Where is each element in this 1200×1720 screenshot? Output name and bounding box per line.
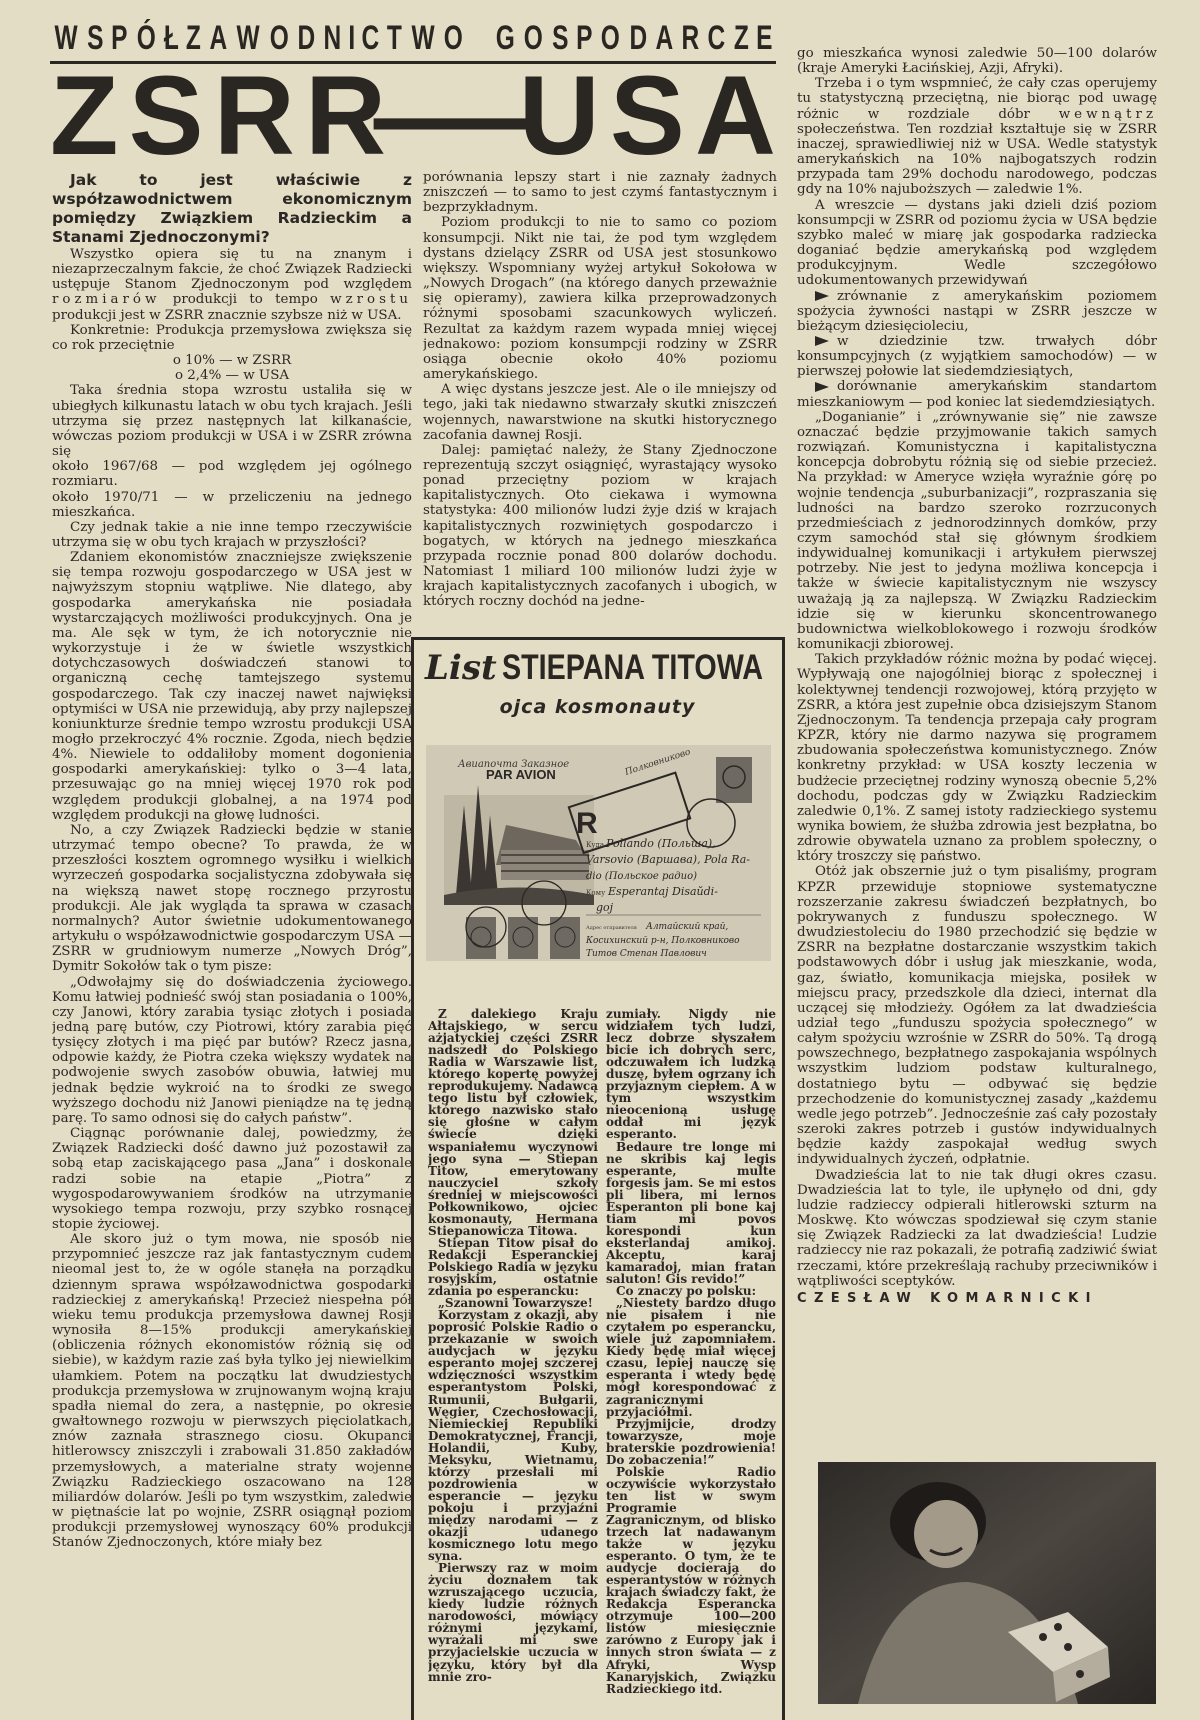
kicker-letter: W <box>236 18 260 57</box>
headline-letter: A <box>695 53 776 178</box>
letter-box-title <box>425 648 770 688</box>
address-line: Varsovio (Варшава), Pola Ra- <box>586 853 751 866</box>
kicker-letter: S <box>86 18 104 57</box>
paragraph: Ciągnąc porównanie dalej, powiedzmy, że Związek Radziecki dość dawno już pozostawił za sobą etap zaciskającego pasa „Jana” i doskonale radzi sobie na etapie „Piotra” z wygospodarowywaniem środków na utrzymanie wysokiego tempa rozwoju, przy szybko rosnącej stopie życiowej. <box>52 1126 412 1232</box>
kicker-letter: D <box>297 18 316 57</box>
paragraph: Ale skoro już o tym mowa, nie sposób nie przypomnieć jeszcze raz jak fantastycznym cudem nieomal jest to, że w ogóle stanęła na porządku dziennym sprawa współzawodnictwa gospodarki radzieckiej z amerykańską! Przecież niespełna pół wieku temu produkcja przemysłowa dawnej Rosji wynosiła 8—15% produkcji amerykańskiej (obliczenia różnych ekonomistów różnią się od siebie), w każdym razie zaś była tylko jej niewielkim ułamkiem. Potem na początku lat dwudziestych produkcja przemysłowa w zrujnowanym wojną kraju spadła niemal do zera, a następnie, po okresie gwałtownego rozwoju w pierwszych pięciolatkach, znów zaznała strasznego ciosu. Okupanci hitlerowscy zniszczyli i zrabowali 31.850 zakładów przemysłowych, a materialne straty wojenne Związku Radzieckiego oszacowano na 128 miliardów dolarów. Jeśli po tym wszystkim, zaledwie w piętnaście lat po wojnie, ZSRR osiągnął poziom produkcji przemysłowej wynoszący 60% produkcji Stanów Zjednoczonych, które miały bez <box>52 1232 412 1551</box>
par-avion-label: PAR AVION <box>486 767 556 782</box>
kicker-letter: A <box>209 18 227 57</box>
kicker-letter: Z <box>186 18 202 57</box>
headline-letter: R <box>305 53 386 178</box>
text: społeczeństwa. Ten rozdział kształtuje się w ZSRR inaczej, sprawiedliwiej niż w USA. Wedle statystyk amerykańskich na 10% najbogatszych rodzin przypada tam 29% dochodu narodowego, podczas gdy na 10% najuboższych — zaledwie 1%. <box>797 121 1157 198</box>
paragraph <box>797 76 1157 197</box>
paragraph: Polskie Radio oczywiście wykorzystało ten list w swym Programie Zagranicznym, od blisko trzech lat nadawanym także w języku esperanto. O tym, że te audycje docierają do esperantystów w różnych krajach świadczy fakt, że Redakcja Esperancka otrzymuje 100—200 listów miesięcznie zarówno z Europy jak i innych stron świata — z Afryki, Wysp Kanaryjskich, Związku Radzieckiego itd. <box>606 1464 776 1696</box>
triangle-bullet-icon <box>815 382 829 392</box>
paragraph: Poziom produkcji to nie to samo co poziom konsumpcji. Nikt nie tai, że pod tym względem dystans dzielący ZSRR od USA jest stosunkowo większy. Wspomniany wyżej artykuł Sokołowa w „Nowych Drogach” (na którego danych przeważnie się opieramy), zawiera kilka przeprowadzonych różnymi sposobami szacunkowych wyliczeń. Rezultat za każdym razem wypada mniej więcej jednakowo: poziom konsumpcji rodziny w ZSRR osiąga obecnie około 40% poziomu amerykańskiego. <box>423 215 777 383</box>
headline-letter: S <box>128 53 204 178</box>
kicker-letter: W <box>411 18 435 57</box>
paragraph: porównania lepszy start i nie zaznały żadnych zniszczeń — to samo to jest czymś fantastycznym i bezprzykładnym. <box>423 170 777 216</box>
headline-letter: U <box>518 53 600 178</box>
kicker-letter: R <box>681 18 700 57</box>
left-column <box>52 171 412 1696</box>
photo-woman-with-dice <box>818 1462 1156 1704</box>
label-whom: Кому <box>586 889 606 897</box>
paragraph: „Niestety bardzo długo nie pisałem i nie czytałem po esperancku, wiele już zapomniałem. Kiedy będę miał więcej czasu, lepiej nauczę się esperanta i wtedy będę mógł korespondować z zagranicznymi przyjaciółmi. <box>606 1296 776 1419</box>
paragraph: Otóż jak obszernie już o tym pisaliśmy, program KPZR przewiduje stopniowe systematyczne rozszerzanie zakresu świadczeń bezpłatnych, bo pokrywanych z funduszu społecznego. W dwudziestoleciu do 1980 przechodzić się będzie w ZSRR na bezpłatne dostarczanie wszystkim takich podstawowych dóbr i usług jak mieszkanie, woda, gaz, światło, komunikacja miejska, posiłek w miejscu pracy, przedszkole dla dzieci, internat dla uczącej się młodzieży. Ogółem za lat dwadzieścia udział tego „funduszu spożycia społecznego” w całym spożyciu wzrośnie w ZSRR do 50%. Tą drogą powszechnego, bezpłatnego zaspokajania wspólnych wszystkim ludziom podstaw kulturalnego, dostatniego bytu — odbywać się będzie przechodzenie do komunistycznej zasady „każdemu wedle jego potrzeb”. Jednocześnie zaś cały pozostały szeroki zakres potrzeb i gustów indywidualnych będzie każdy zaspokajał według swych indywidualnych życzeń, odpłatnie. <box>797 864 1157 1168</box>
headline-letter: R <box>213 53 295 178</box>
paragraph: A więc dystans jeszcze jest. Ale o ile mniejszy od tego, jaki tak niedawno stwarzały skutki zniszczeń wojennych, nawarstwione na skutki historycznego zacofania dawnej Rosji. <box>423 382 777 443</box>
kicker-letter: P <box>576 18 593 57</box>
kicker-letter: W <box>54 18 78 57</box>
paragraph: Z dalekiego Kraju Ałtajskiego, w sercu ażjatyckiej części ZSRR nadszedł do Polskiego Radia w Warszawie list, którego kopertę powyżej reprodukujemy. Nadawcą tego listu był człowiek, którego nazwisko stało się głośne w całym świecie dzięki wspaniałemu wyczynowi jego syna — Stiepan Titow, emerytowany nauczyciel szkoły średniej w miejscowości Połkownikowo, ojciec kosmonauty, Hermana Stiepanowicza Titowa. <box>428 1008 598 1238</box>
kicker-letter: Ł <box>163 18 179 57</box>
paragraph: Takich przykładów różnic można by podać więcej. Wypływają one najogólniej biorąc z społecznej i kolektywnej tendencji rozwojowej, którą przyjęto w ZSRR, a która jest zupełnie obca dzisiejszym Stanom Zjednoczonym. Ta tendencja przepaja cały program KPZR, który nie darmo nazywa się programem zbudowania społeczeństwa komunistycznego. Znów konkretny przykład: w USA koszty leczenia w budżecie przeciętnej rodziny wynoszą obecnie 5,2% dochodu, podczas gdy w Związku Radzieckim zaledwie 0,1%. Z samej istoty radzieckiego systemu wynika bowiem, że służba zdrowia jest bezpłatna, bo zdrowie obywatela uznano za problem społeczny, o który troszczy się państwo. <box>797 652 1157 865</box>
kicker-letter: Z <box>733 18 749 57</box>
kicker-letter: E <box>756 18 773 57</box>
address-line: Pollando (Польша), <box>606 837 716 850</box>
quote-paragraph: „Odwołajmy się do doświadczenia życiowego. Komu łatwiej podnieść swój stan posiadania o 100%, czy Janowi, który zarabia tysiąc złotych i posiada jedną parę butów, czy Piotrowi, który zarabia pięć tysięcy złotych i ma pięć par butów? Rzecz jasna, odpowie każdy, że Piotra czeka większy wydatek na podwojenie swych zasobów obuwia, łatwiej mu jednak będzie wykroić na to środki ze swego wyższego dochodu niż Janowi pieniądze na tę jedną parę. To samo odnosi się do całych państw”. <box>52 974 412 1126</box>
paragraph: Bedaure tre longe mi ne skribis kaj legis esperante, multe forgesis jam. Se mi estos pli libera, mi lernos Esperanton pli bone kaj tiam mi povos korespondi kun eksterlandaj amikoj. Akceptu, karaj kamaradoj, mian fratan saluton! Gis revido!” <box>606 1139 776 1287</box>
bullet-item <box>797 334 1157 379</box>
paragraph: Dwadzieścia lat to nie tak długi okres czasu. Dwadzieścia lat to tyle, ile upłynęło od dni, gdy ludzie radzieccy odpierali hitlerowski szturm na Moskwę. Kto wówczas spodziewał się czym stanie się Związek Radziecki za lat dwadzieścia! Ludzie radzieccy nie raz pokazali, że potrafią zadziwić świat rzeczami, które przekreślają rachuby przeciwników i wątpliwości sceptyków. <box>797 1167 1157 1289</box>
address-line: Esperantaj Disaŭdi- <box>608 885 718 898</box>
text: produkcji to tempo <box>160 292 331 308</box>
date-line: około 1967/68 — pod względem jej ogólnego rozmiaru. <box>52 459 412 490</box>
kicker-letter: O <box>601 18 621 57</box>
bullet-item <box>797 289 1157 334</box>
kicker-letter: A <box>655 18 674 57</box>
headline-letter: Z <box>50 53 119 178</box>
kicker-letter: N <box>323 18 342 57</box>
paragraph: Stiepan Titow pisał do Redakcji Esperanckiej Polskiego Radia w języku rosyjskim, ostatnie zdania po esperancku: <box>428 1235 598 1299</box>
envelope-image <box>426 745 771 961</box>
address-line: goj <box>596 901 614 914</box>
date-line: około 1970/71 — w przeliczeniu na jednego mieszkańca. <box>52 489 412 520</box>
kicker-letter: O <box>269 18 289 57</box>
bullet-text: zrównanie z amerykańskim poziomem spożycia żywności nastąpi w ZSRR jeszcze w bieżącym dziesięcioleciu, <box>797 288 1157 334</box>
kicker-letter: D <box>629 18 647 57</box>
handwritten-note: Полковниково <box>623 747 692 778</box>
handwritten-note: Авиапочта Заказное <box>458 759 570 770</box>
kicker-letter: P <box>111 18 128 57</box>
kicker-letter: I <box>347 18 355 57</box>
face <box>914 1500 978 1568</box>
paragraph: A wreszcie — dystans jaki dzieli dziś poziom konsumpcji w ZSRR od poziomu życia w USA będzie szybko maleć w miarę jak gospodarka radziecka doganiać będzie amerykańską pod względem produkcyjnym. Wedle szczegółowo udokumentowanych przewidywań <box>797 197 1157 289</box>
bullet-text: dorównanie amerykańskim standartom mieszkaniowym — pod koniec lat siedemdziesiątych. <box>797 379 1157 410</box>
paragraph: go mieszkańca wynosi zaledwie 50—100 dolarów (kraje Ameryki Łacińskiej, Azji, Afryki). <box>797 46 1157 77</box>
letter-column-1 <box>428 1008 598 1698</box>
kicker-letter: Ó <box>136 18 156 57</box>
spaced-text: wewnątrz <box>1058 106 1157 122</box>
label-sender: Адрес отправителя <box>586 925 637 931</box>
right-column <box>797 46 1157 1446</box>
headline <box>50 53 776 178</box>
paragraph: „Doganianie” i „zrównywanie się” nie zawsze oznaczać będzie przyjmowanie takich samych rozwiązań. Komunistyczna i kapitalistyczna koncepcja dobrobytu różnią się od siebie przecież. Na przykład: w Ameryce wzięła wyraźnie górę po wojnie tendencja „suburbanizacji”, rozpraszania się ludności na bardzo szeroko rozrzuconych przedmieściach z jednorodzinnych domków, przy czym samochód stał się głównym środkiem indywidualnej komunikacji i artykułem pierwszej potrzeby. Nie jest to jedyna możliwa koncepcja i także w świecie kapitalistycznym nie wszyscy uważają ją za najlepszą. W Związku Radzieckim idzie się w kierunku skoncentrowanego budownictwa wielkoblokowego i rozwoju środków komunikacji zbiorowej. <box>797 409 1157 653</box>
headline-letter: — <box>373 53 531 178</box>
headline-letter: S <box>609 53 685 178</box>
paragraph: Przyjmijcie, drodzy towarzysze, moje braterskie pozdrowienia! Do zobaczenia!” <box>606 1416 776 1467</box>
middle-column <box>423 170 777 625</box>
spaced-text: rozmiarów <box>52 292 161 308</box>
kicker-letter: S <box>551 18 569 57</box>
paragraph: Pierwszy raz w moim życiu doznałem tak wzruszającego uczucia, kiedy ludzie różnych narodowości, mówiący różnymi językami, wyrażali mi swe przyjacielskie uczucia w języku, który był dla mnie zro- <box>428 1561 598 1684</box>
paragraph: Dalej: pamiętać należy, że Stany Zjednoczone reprezentują szczyt osiągnięć, wyrastający wysoko ponad przeciętny poziom w krajach kapitalistycznych. Oto ciekawa i wymowna statystyka: 400 milionów ludzi żyje dziś w krajach kapitalistycznych rozwiniętych gospodarczo i bogatych, w których na jednego mieszkańca przypada rocznie ponad 800 dolarów dochodu. Natomiast 1 miliard 100 milionów ludzi żyje w krajach kapitalistycznych zacofanych i ubogich, w których roczny dochód na jedne- <box>423 442 777 610</box>
text: Wszystko opiera się tu na znanym i niezaprzeczalnym fakcie, że choć Związek Radziecki ustępuje Stanom Zjednoczonym pod względem <box>52 247 412 293</box>
rate-usa: o 2,4% — w USA <box>174 368 290 384</box>
sender-line: Титов Степан Павлович <box>586 949 707 959</box>
paragraph: Taka średnia stopa wzrostu ustaliła się w ubiegłych kilkunastu latach w obu tych krajach. Jeśli utrzyma się przez następnych lat kilkanaście, wówczas poziom produkcji w USA i w ZSRR zrówna się <box>52 383 412 460</box>
triangle-bullet-icon <box>815 291 829 301</box>
letter-column-2 <box>606 1008 776 1698</box>
sanatorium-illustration <box>444 785 594 905</box>
postage-stamp <box>716 757 752 803</box>
registered-mark: R <box>576 807 598 840</box>
title-bold: STIEPANA TITOWA <box>501 648 763 687</box>
label-to: Куда <box>586 841 605 849</box>
paragraph: Korzystam z okazji, aby poprosić Polskie Radio o przekazanie w swoich audycjach w języku esperanto mojej szczerej wdzięczności wszystkim esperantystom Polski, Rumunii, Bułgarii, Węgier, Czechosłowacji, Niemieckiej Republiki Demokratycznej, Francji, Holandii, Kuby, Meksyku, Wietnamu, którzy przesłali mi pozdrowienia w esperancie — języku pokoju i przyjaźni między narodami — z okazji udanego kosmicznego lotu mego syna. <box>428 1308 598 1564</box>
bullet-item <box>797 379 1157 409</box>
sender-line: Косихинский р-н, Полковниково <box>586 936 740 946</box>
text: produkcji jest w ZSRR znacznie szybsze niż w USA. <box>52 307 402 323</box>
kicker-letter: C <box>361 18 379 57</box>
rate-zsrr: o 10% — w ZSRR <box>172 353 292 369</box>
sender-line: Алтайский край, <box>646 922 729 932</box>
bullet-text: w dziedzinie tzw. trwałych dóbr konsumpcyjnych (z wyjątkiem samochodów) — w pierwszej połowie lat siedemdziesiątych, <box>797 333 1157 380</box>
paragraph <box>52 247 412 323</box>
text: Trzeba i o tym wspmnieć, że cały czas operujemy tu statystyczną przeciętną, nie biorąc pod uwagę różnic w rozdziale dóbr <box>797 76 1157 122</box>
triangle-bullet-icon <box>815 336 829 346</box>
paragraph: Konkretnie: Produkcja przemysłowa zwiększa się co rok przeciętnie <box>52 322 412 353</box>
kicker-letter: T <box>386 18 402 57</box>
title-italic: List <box>425 648 497 688</box>
author-signature: CZESŁAW KOMARNICKI <box>797 1290 1098 1306</box>
lead-question: Jak to jest właściwie z współzawodnictwem ekonomicznym pomiędzy Związkiem Radzieckim a Stanami Zjednoczonymi? <box>52 171 412 246</box>
paragraph: No, a czy Związek Radziecki będzie w stanie utrzymać tempo obecne? To prawda, że w przeszłości kosztem ogromnego wysiłku i wielkich wyrzeczeń gospodarka socjalistyczna zdobywała się na większą nawet stopę rocznego przyrostu produkcji. Ale jak wygląda ta sprawa w czasach normalnych? Autor świetnie udokumentowanego artykułu o współzawodnictwie gospodarczym USA — ZSRR w grudniowym numerze „Nowych Dróg”, Dymitr Sokołów tak o tym pisze: <box>52 822 412 975</box>
paragraph: Zdaniem ekonomistów znaczniejsze zwiększenie się tempa rozwoju gospodarczego w USA jest w najwyższym stopniu wątpliwe. Nie dlatego, aby gospodarka amerykańska nie posiadała wystarczających możliwości produkcyjnych. Ona je ma. Ale sęk w tym, że ich notorycznie nie wykorzystuje i że w świetle wszystkich dotychczasowych doświadczeń stanowi to organiczną cechę tamtejszego systemu gospodarczego. Tak czy inaczej nawet najwięksi optymiści w USA nie przewidują, aby przy najlepszej koniunkturze średnie tempo wzrostu produkcji USA mogło przekroczyć 4% rocznie. Zgoda, niech będzie 4%. Niewiele to oddaliłoby moment dogonienia gospodarki amerykańskiej: tylko o 3—4 lata, przesuwając go na mniej więcej 1970 rok pod względem produkcji globalnej, a na 1974 pod względem produkcji na głowę ludności. <box>52 550 412 823</box>
paragraph: zumiały. Nigdy nie widziałem tych ludzi, lecz dobrze słyszałem bicie ich dobrych serc, odczuwałem ich ludzką duszę, byłem ogrzany ich przyjaznym ciepłem. A w tym wszystkim nieocenioną usługę oddał mi język esperanto. <box>606 1008 776 1142</box>
paragraph: „Szanowni Towarzysze! <box>438 1296 593 1311</box>
spaced-text: wzrostu <box>330 292 412 308</box>
address-line: dio (Польское радио) <box>586 871 698 882</box>
letter-box-subtitle: ojca kosmonauty <box>499 696 696 718</box>
kicker-letter: G <box>495 18 516 57</box>
paragraph: Czy jednak takie a nie inne tempo rzeczywiście utrzyma się w obu tych krajach w przyszłości? <box>52 519 412 550</box>
kicker-letter: O <box>444 18 464 57</box>
kicker-letter: O <box>524 18 544 57</box>
paragraph: Co znaczy po polsku: <box>616 1284 757 1299</box>
kicker-letter: C <box>707 18 726 57</box>
